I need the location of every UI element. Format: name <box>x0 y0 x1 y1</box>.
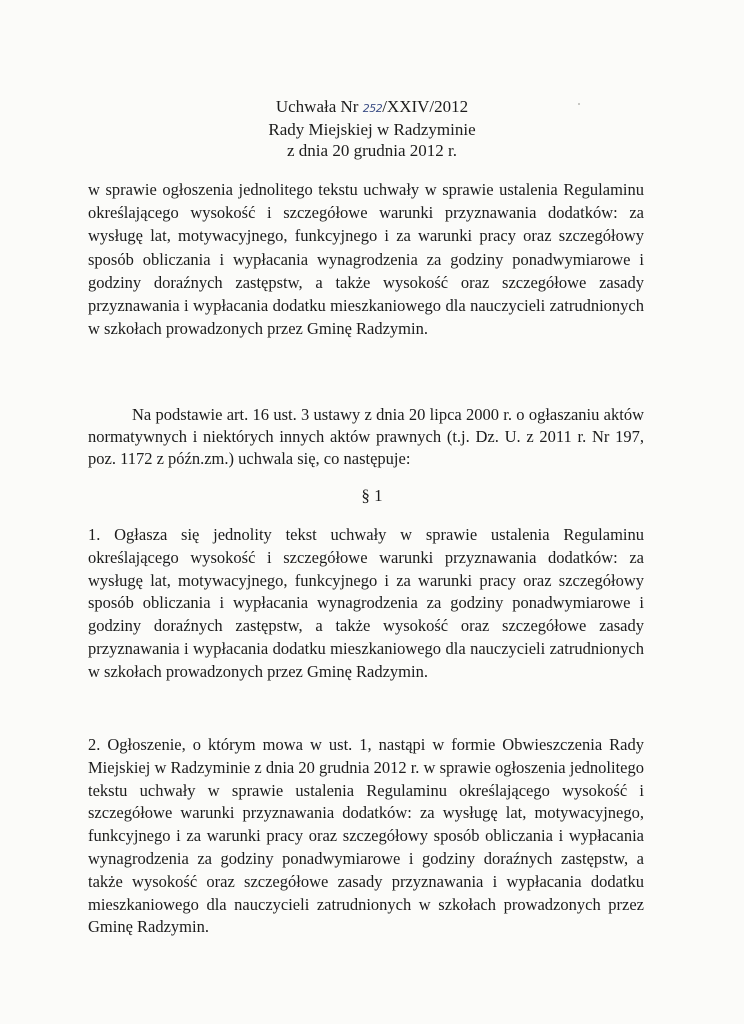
legal-basis: Na podstawie art. 16 ust. 3 ustawy z dnia 20 lipca 2000 r. o ogłaszaniu aktów normatywnych i niektórych innych aktów prawnych (t.j. Dz. U. z 2011 r. Nr 197, poz. 1172 z późn.zm.) uchwala się, co następuje: <box>88 405 644 468</box>
paragraph-2: 2. Ogłoszenie, o którym mowa w ust. 1, nastąpi w formie Obwieszczenia Rady Miejskiej w Radzyminie z dnia 20 grudnia 2012 r. w sprawie ogłoszenia jednolitego tekstu uchwały w sprawie ustalenia Regulaminu określającego wysokość i szczegółowe warunki przyznawania dodatków: za wysługę lat, motywacyjnego, funkcyjnego i za warunki pracy oraz szczegółowy sposób obliczania i wypłacania wynagrodzenia za godziny ponadwymiarowe i godziny doraźnych zastępstw, a także wysokość oraz szczegółowe zasady przyznawania i wypłacania dodatku mieszkaniowego dla nauczycieli zatrudnionych w szkołach prowadzonych przez Gminę Radzymin. <box>88 735 644 937</box>
handwritten-number: 252 <box>362 102 383 115</box>
resolution-subject: w sprawie ogłoszenia jednolitego tekstu uchwały w sprawie ustalenia Regulaminu określającego wysokość i szczegółowe warunki przyznawania dodatków: za wysługę lat, motywacyjnego, funkcyjnego i za warunki pracy oraz szczegółowy sposób obliczania i wypłacania wynagrodzenia za godziny ponadwymiarowe i godziny doraźnych zastępstw, a także wysokość oraz szczegółowe zasady przyznawania i wypłacania dodatku mieszkaniowego dla nauczycieli zatrudnionych w szkołach prowadzonych przez Gminę Radzymin. <box>88 180 644 339</box>
section-mark: § 1 <box>361 486 383 505</box>
paragraph-1: 1. Ogłasza się jednolity tekst uchwały w sprawie ustalenia Regulaminu określającego wysokość i szczegółowe warunki przyznawania dodatków: za wysługę lat, motywacyjnego, funkcyjnego i za warunki pracy oraz szczegółowy sposób obliczania i wypłacania wynagrodzenia za godziny ponadwymiarowe i godziny doraźnych zastępstw, a także wysokość oraz szczegółowe zasady przyznawania i wypłacania dodatku mieszkaniowego dla nauczycieli zatrudnionych w szkołach prowadzonych przez Gminę Radzymin. <box>88 525 644 681</box>
resolution-date: z dnia 20 grudnia 2012 r. <box>287 141 457 160</box>
resolution-number: Uchwała Nr 252/XXIV/2012 <box>275 97 469 116</box>
resolution-header <box>0 96 744 161</box>
issuing-body: Rady Miejskiej w Radzyminie <box>268 120 476 139</box>
scan-speck <box>578 103 580 105</box>
